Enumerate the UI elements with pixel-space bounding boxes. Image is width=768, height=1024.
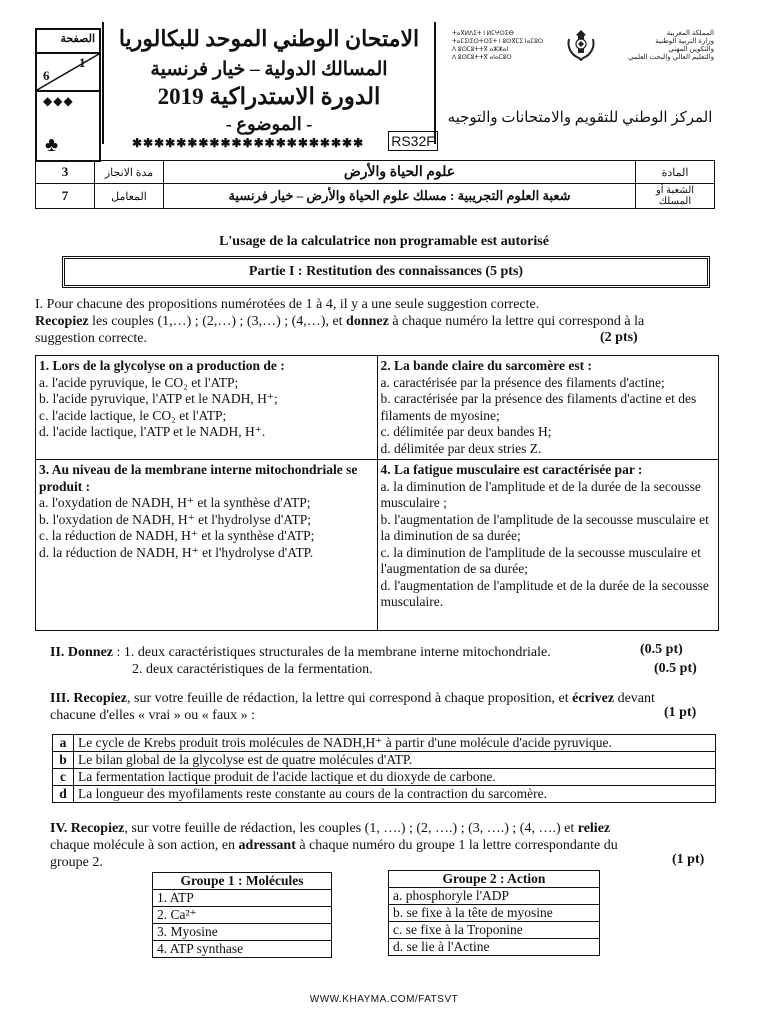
question-text: IV. Recopiez, sur votre feuille de rédaction, les couples (1, ….) ; (2, ….) ; (3, ….) ; (4, ….) et reliez bbox=[50, 821, 611, 836]
tifinagh-line: ⵜⴰⵎⵉⵏⵉⵙⵜⵔⵉⵜ ⵏ ⵓⵙⴳⵎⵉ ⵏⴰⵎⵓⵔ bbox=[452, 39, 544, 45]
mcq-option: c. la diminution de l'amplitude de la secousse musculaire et l'augmentation de sa durée; bbox=[380, 544, 701, 576]
group-1-item: 2. Ca²⁺ bbox=[153, 907, 332, 924]
duration-value: 3 bbox=[36, 161, 95, 184]
info-row bbox=[36, 184, 715, 209]
mcq-row bbox=[36, 356, 719, 460]
table-header bbox=[153, 873, 332, 890]
exam-track: المسالك الدولية – خيار فرنسية bbox=[150, 59, 388, 80]
mcq-option: b. l'augmentation de l'amplitude de la secousse musculaire et la diminution de sa durée; bbox=[380, 511, 709, 543]
page-number: 1 bbox=[79, 55, 86, 70]
row-statement: La fermentation lactique produit de l'acide lactique et du dioxyde de carbone. bbox=[74, 769, 716, 786]
tifinagh-line: ⵜⴰⴳⵍⴷⵉⵜ ⵏ ⵍⵎⵖⵔⵉⴱ bbox=[452, 31, 514, 37]
tifinagh-line: ⴷ ⵓⵙⵎⵓⵜⵜⴳ ⴰⵏⴰⵎⵓⵔ bbox=[452, 55, 512, 61]
coefficient-label: المعامل bbox=[95, 184, 164, 209]
divider bbox=[37, 90, 99, 92]
track-label: الشعبة أو المسلك bbox=[636, 184, 715, 209]
table-row bbox=[53, 786, 716, 803]
table-row bbox=[53, 735, 716, 752]
mcq-option: b. l'acide pyruvique, l'ATP et le NADH, H⁺; bbox=[39, 391, 278, 406]
table-row bbox=[389, 922, 600, 939]
moroccan-crest-icon bbox=[563, 27, 599, 63]
subject-label: المادة bbox=[636, 161, 715, 184]
group-1-item: 3. Myosine bbox=[153, 924, 332, 941]
group-2-item: d. se lie à l'Actine bbox=[389, 939, 600, 956]
mcq-option: a. caractérisée par la présence des filaments d'actine; bbox=[380, 374, 665, 390]
mcq-option: a. l'acide pyruvique, le CO₂ et l'ATP; bbox=[39, 374, 239, 390]
group-1-item: 4. ATP synthase bbox=[153, 941, 332, 958]
diamond-dots: ◆◆◆ bbox=[43, 94, 74, 108]
question-4 bbox=[50, 820, 720, 871]
ministry-line: وزارة التربية الوطنية bbox=[655, 38, 714, 45]
table-row bbox=[389, 888, 600, 905]
mcq-cell bbox=[377, 356, 719, 460]
question-2 bbox=[50, 644, 610, 678]
question-text: chaque molécule à son action, en adressant à chaque numéro du groupe 1 la lettre correspondante du bbox=[50, 838, 618, 853]
track-name: شعبة العلوم التجريبية : مسلك علوم الحياة والأرض – خيار فرنسية bbox=[164, 184, 636, 209]
group-1-title: Groupe 1 : Molécules bbox=[153, 873, 332, 890]
question-3 bbox=[50, 690, 720, 724]
mcq-option: b. caractérisée par la présence des filaments d'actine et des filaments de myosine; bbox=[380, 391, 697, 423]
group-1-table bbox=[152, 872, 332, 958]
mcq-cell bbox=[36, 460, 378, 631]
question-text: III. Recopiez, sur votre feuille de rédaction, la lettre qui correspond à chaque proposition, et écrivez devant bbox=[50, 691, 655, 706]
question-2-points-2: (0.5 pt) bbox=[654, 661, 697, 676]
row-letter: a bbox=[53, 735, 74, 752]
true-false-table bbox=[52, 734, 716, 803]
ministry-block bbox=[604, 30, 714, 62]
table-row bbox=[153, 924, 332, 941]
page-total: 6 bbox=[43, 68, 50, 83]
exam-info-table bbox=[35, 160, 715, 209]
mcq-option: c. la réduction de NADH, H⁺ et la synthèse d'ATP; bbox=[39, 528, 315, 543]
row-letter: d bbox=[53, 786, 74, 803]
footer-url: WWW.KHAYMA.COM/FATSVT bbox=[309, 994, 459, 1005]
exam-title: الامتحان الوطني الموحد للبكالوريا bbox=[118, 26, 420, 51]
info-row bbox=[36, 161, 715, 184]
question-4-points: (1 pt) bbox=[672, 852, 705, 867]
mcq-table bbox=[35, 355, 719, 631]
stars-line: ✱✱✱✱✱✱✱✱✱✱✱✱✱✱✱✱✱✱✱✱✱ bbox=[132, 136, 365, 150]
table-row bbox=[53, 769, 716, 786]
exam-title-box bbox=[102, 22, 436, 144]
duration-label: مدة الانجاز bbox=[95, 161, 164, 184]
mcq-cell bbox=[377, 460, 719, 631]
ministry-line: والتعليم العالي والبحث العلمي bbox=[627, 54, 714, 61]
table-row bbox=[153, 907, 332, 924]
row-statement: Le bilan global de la glycolyse est de quatre molécules d'ATP. bbox=[74, 752, 716, 769]
exam-center-name: المركز الوطني للتقويم والامتحانات والتوجيه bbox=[447, 110, 713, 126]
question-text: Recopiez les couples (1,…) ; (2,…) ; (3,…) ; (4,…), et donnez à chaque numéro la lettre qui correspond à la bbox=[35, 314, 645, 329]
tifinagh-block bbox=[452, 30, 557, 62]
exam-code: RS32F bbox=[388, 131, 438, 151]
group-2-item: a. phosphoryle l'ADP bbox=[389, 888, 600, 905]
mcq-title: 2. La bande claire du sarcomère est : bbox=[380, 358, 592, 373]
mcq-option: b. l'oxydation de NADH, H⁺ et l'hydrolyse d'ATP; bbox=[39, 511, 312, 527]
question-2-points-1: (0.5 pt) bbox=[640, 642, 683, 657]
question-text: chacune d'elles « vrai » ou « faux » : bbox=[50, 708, 256, 723]
table-header bbox=[389, 871, 600, 888]
coefficient-value: 7 bbox=[36, 184, 95, 209]
question-text: II. Donnez : 1. deux caractéristiques structurales de la membrane interne mitochondriale. bbox=[50, 645, 551, 660]
ministry-line: المملكة المغربية bbox=[666, 30, 714, 37]
mcq-title: 1. Lors de la glycolyse on a production de : bbox=[39, 358, 285, 373]
group-2-item: c. se fixe à la Troponine bbox=[389, 922, 600, 939]
table-row bbox=[153, 890, 332, 907]
part-title: Partie I : Restitution des connaissances (5 pts) bbox=[62, 256, 710, 288]
mcq-title: 4. La fatigue musculaire est caractérisée par : bbox=[380, 462, 643, 477]
mcq-title: 3. Au niveau de la membrane interne mitochondriale se produit : bbox=[39, 462, 358, 494]
question-text: groupe 2. bbox=[50, 855, 103, 870]
table-row bbox=[53, 752, 716, 769]
mcq-option: d. l'acide lactique, l'ATP et le NADH, H⁺. bbox=[39, 424, 266, 439]
table-row bbox=[389, 939, 600, 956]
mcq-option: d. l'augmentation de l'amplitude et de la durée de la secousse musculaire. bbox=[380, 577, 709, 609]
club-icon: ♣ bbox=[45, 134, 59, 156]
question-text: I. Pour chacune des propositions numérotées de 1 à 4, il y a une seule suggestion correcte. bbox=[35, 297, 540, 312]
tifinagh-line: ⴷ ⵓⵙⵎⵓⵜⵜⴳ ⴰⵣⵣⴰⵏ bbox=[452, 47, 509, 53]
mcq-option: c. l'acide lactique, le CO₂ et l'ATP; bbox=[39, 407, 227, 423]
row-statement: Le cycle de Krebs produit trois molécules de NADH,H⁺ à partir d'une molécule d'acide pyruvique. bbox=[74, 735, 716, 752]
mcq-option: c. délimitée par deux bandes H; bbox=[380, 424, 552, 439]
row-statement: La longueur des myofilaments reste constante au cours de la contraction du sarcomère. bbox=[74, 786, 716, 803]
question-3-points: (1 pt) bbox=[664, 705, 697, 720]
calculator-note: L'usage de la calculatrice non programable est autorisé bbox=[219, 234, 549, 249]
group-2-item: b. se fixe à la tête de myosine bbox=[389, 905, 600, 922]
exam-subject-heading: - الموضوع - bbox=[225, 114, 313, 134]
question-text: 2. deux caractéristiques de la fermentation. bbox=[132, 662, 373, 677]
exam-session: الدورة الاستدراكية 2019 bbox=[157, 84, 381, 109]
subject-name: علوم الحياة والأرض bbox=[164, 161, 636, 184]
mcq-option: a. l'oxydation de NADH, H⁺ et la synthèse d'ATP; bbox=[39, 495, 311, 510]
page-label: الصفحة bbox=[60, 33, 95, 45]
question-text: suggestion correcte. bbox=[35, 331, 147, 346]
page-number-box bbox=[35, 28, 101, 162]
question-1-points: (2 pts) bbox=[600, 330, 638, 345]
row-letter: b bbox=[53, 752, 74, 769]
table-row bbox=[389, 905, 600, 922]
group-1-item: 1. ATP bbox=[153, 890, 332, 907]
mcq-option: a. la diminution de l'amplitude et de la durée de la secousse musculaire ; bbox=[380, 478, 701, 510]
group-2-title: Groupe 2 : Action bbox=[389, 871, 600, 888]
mcq-row bbox=[36, 460, 719, 631]
table-row bbox=[153, 941, 332, 958]
row-letter: c bbox=[53, 769, 74, 786]
group-2-table bbox=[388, 870, 600, 956]
mcq-option: d. délimitée par deux stries Z. bbox=[380, 440, 542, 456]
ministry-line: والتكوين المهني bbox=[668, 46, 714, 53]
mcq-option: d. la réduction de NADH, H⁺ et l'hydrolyse d'ATP. bbox=[39, 544, 314, 560]
mcq-cell bbox=[36, 356, 378, 460]
